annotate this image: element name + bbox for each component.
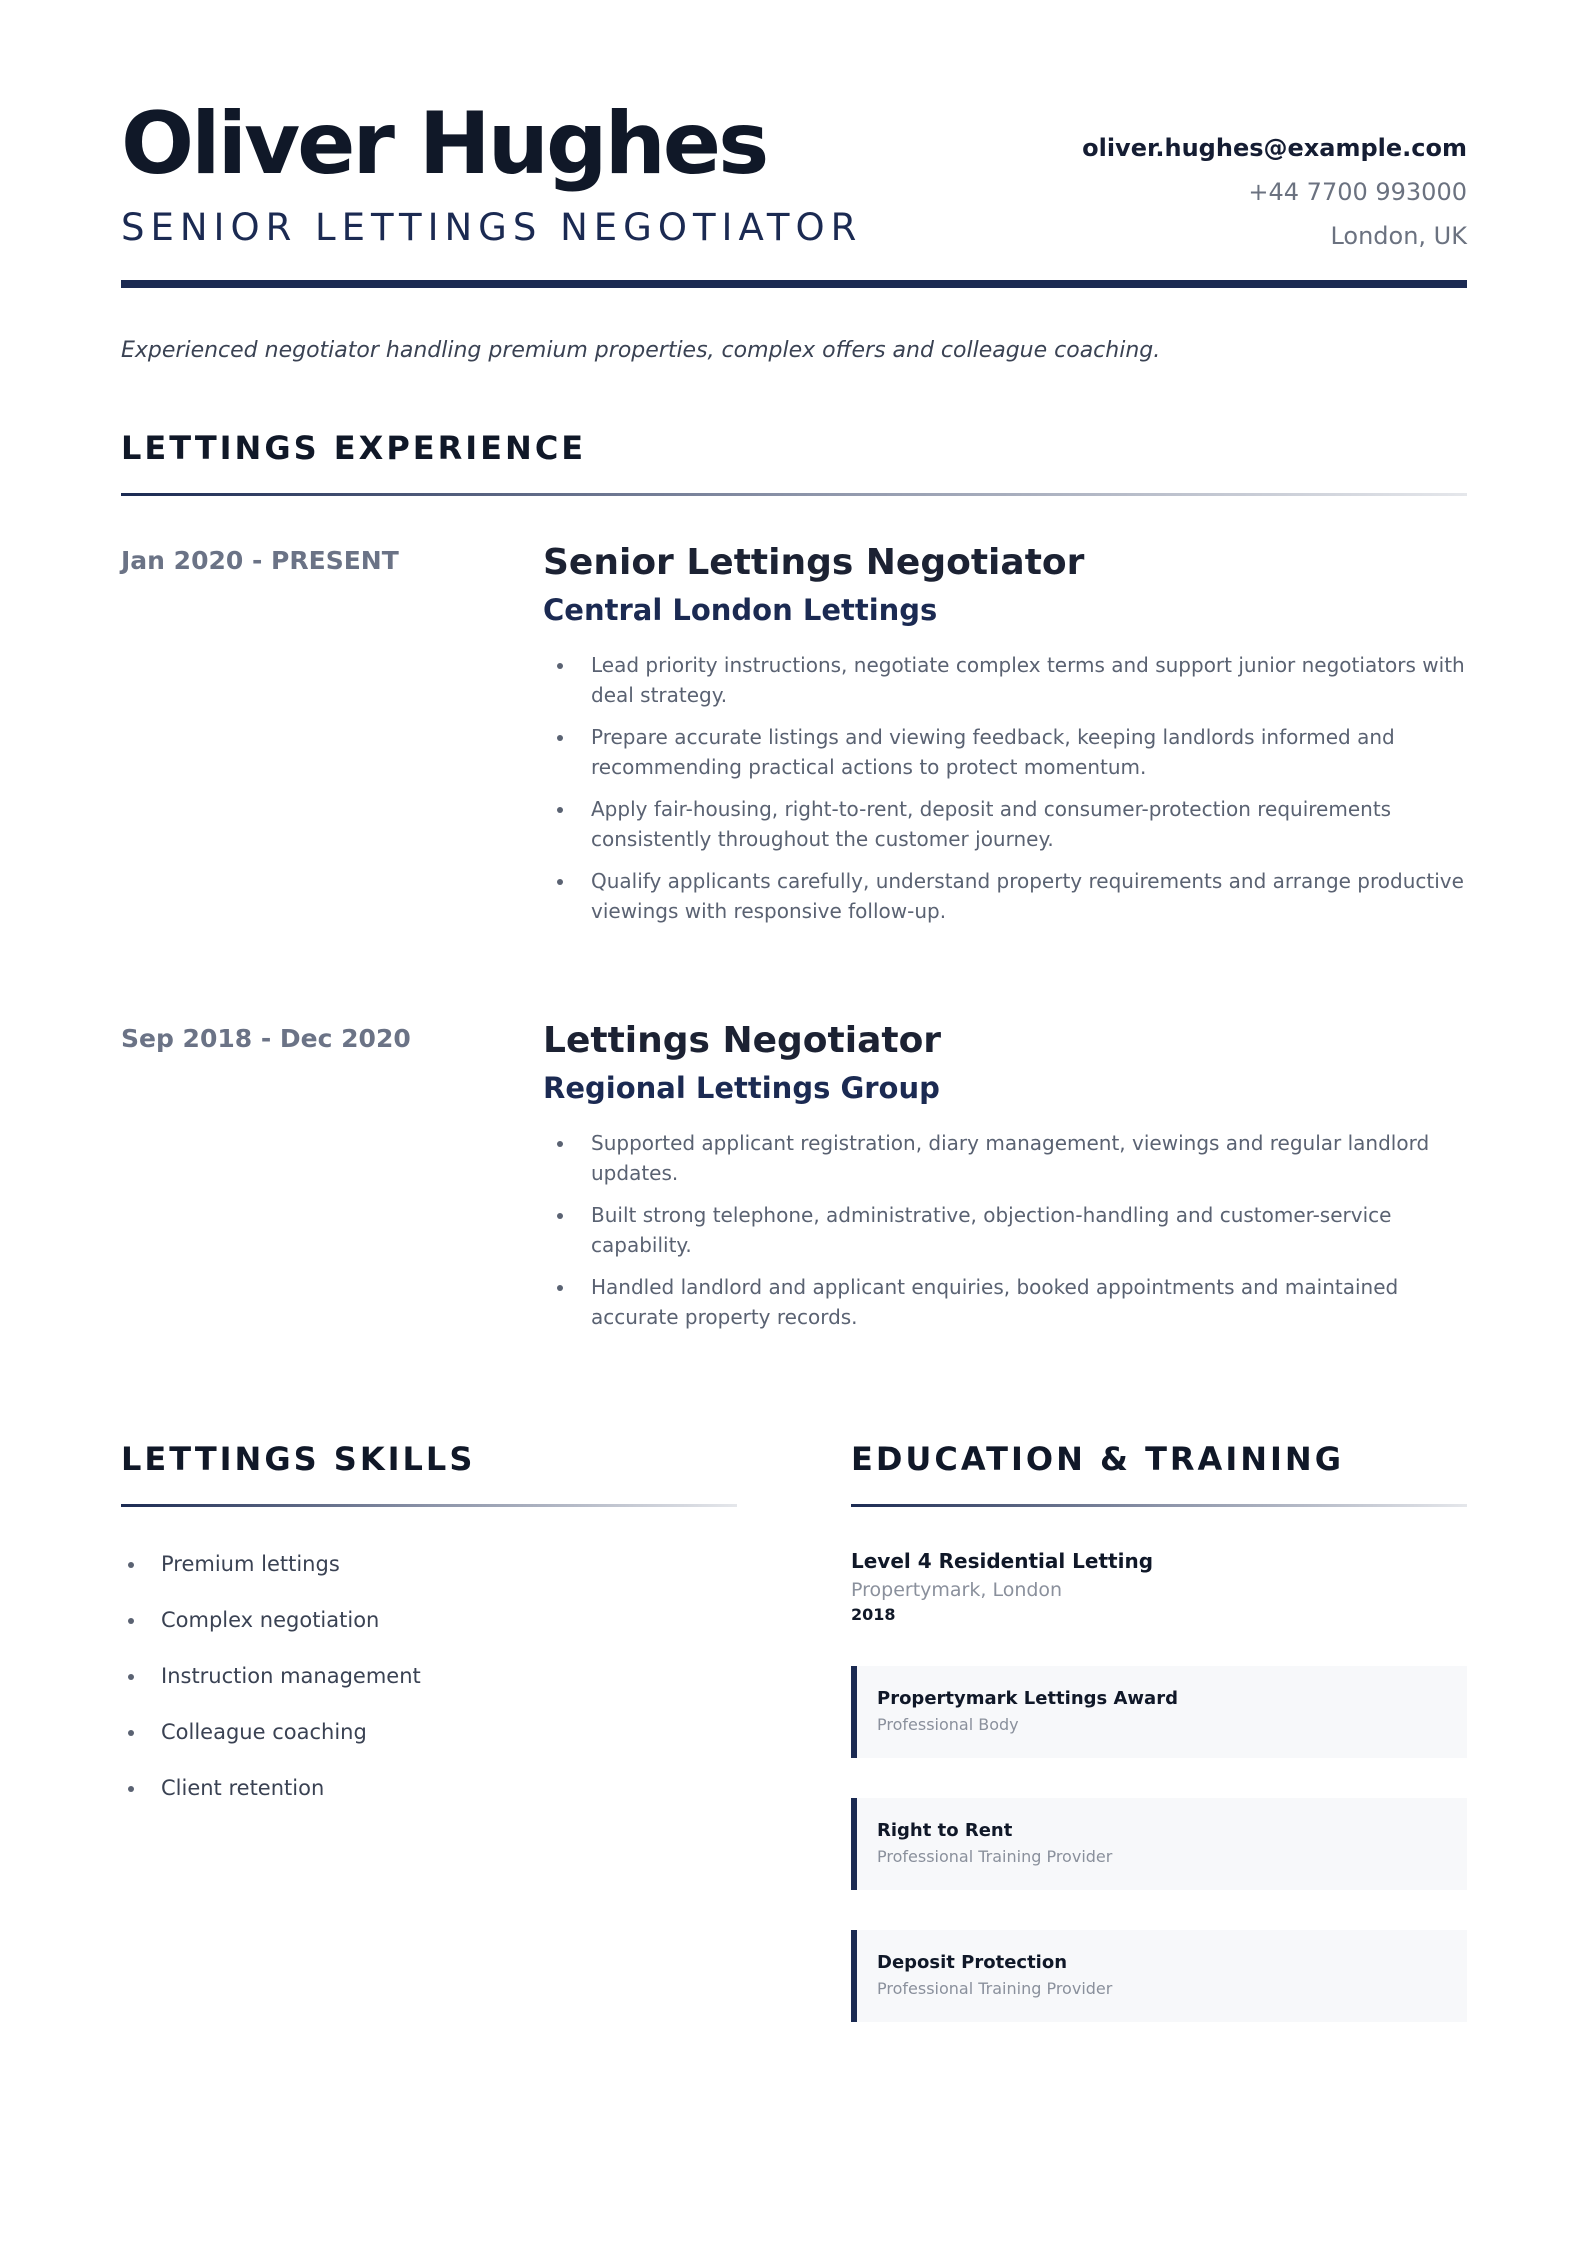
contact-email[interactable]: oliver.hughes@example.com: [1082, 134, 1467, 162]
skill-item: Colleague coaching: [121, 1717, 737, 1747]
resume-header: [121, 0, 1467, 288]
education-entry: [851, 1549, 1467, 1624]
job-entry: [121, 542, 1467, 938]
education-heading: EDUCATION & TRAINING: [851, 1440, 1344, 1478]
job-bullet: Built strong telephone, administrative, objection-handling and customer-service capability.: [543, 1200, 1467, 1260]
qualification-institution: Propertymark, London: [851, 1579, 1063, 1601]
skill-item: Instruction management: [121, 1661, 737, 1691]
certification-card: [851, 1666, 1467, 1758]
contact-block: [1082, 96, 1467, 252]
job-bullet: Handled landlord and applicant enquiries, booked appointments and maintained accurate property records.: [543, 1272, 1467, 1332]
qualification-title: Level 4 Residential Letting: [851, 1549, 1154, 1573]
section-divider: [121, 1504, 737, 1507]
skills-list: [121, 1549, 737, 1803]
certification-provider: Professional Body: [877, 1715, 1019, 1734]
job-bullet: Apply fair-housing, right-to-rent, deposit and consumer-protection requirements consistently throughout the customer journey.: [543, 794, 1467, 854]
candidate-name: Oliver Hughes: [121, 94, 767, 194]
job-bullets: [543, 1128, 1467, 1332]
certification-title: Deposit Protection: [877, 1952, 1068, 1973]
qualification-year: 2018: [851, 1605, 896, 1624]
experience-heading: LETTINGS EXPERIENCE: [121, 429, 587, 467]
profile-summary: Experienced negotiator handling premium properties, complex offers and colleague coaching.: [121, 338, 1161, 363]
certification-title: Right to Rent: [877, 1820, 1013, 1841]
job-dates: Sep 2018 - Dec 2020: [121, 1024, 411, 1053]
job-company: Central London Lettings: [543, 593, 938, 627]
name-block: [121, 96, 862, 249]
job-dates: Jan 2020 - PRESENT: [121, 546, 399, 575]
skill-item: Premium lettings: [121, 1549, 737, 1579]
certification-provider: Professional Training Provider: [877, 1979, 1113, 1998]
certification-title: Propertymark Lettings Award: [877, 1688, 1178, 1709]
bottom-columns: [121, 1440, 1467, 2022]
candidate-role: SENIOR LETTINGS NEGOTIATOR: [121, 206, 863, 249]
job-bullet: Lead priority instructions, negotiate complex terms and support junior negotiators with deal strategy.: [543, 650, 1467, 710]
skills-section: [121, 1440, 737, 2022]
certification-provider: Professional Training Provider: [877, 1847, 1113, 1866]
section-divider: [121, 493, 1467, 496]
job-bullet: Qualify applicants carefully, understand property requirements and arrange productive viewings with responsive follow-up.: [543, 866, 1467, 926]
certification-card: [851, 1798, 1467, 1890]
certification-card: [851, 1930, 1467, 2022]
contact-phone[interactable]: +44 7700 993000: [1248, 178, 1467, 206]
skill-item: Complex negotiation: [121, 1605, 737, 1635]
contact-location: London, UK: [1330, 222, 1467, 250]
section-divider: [851, 1504, 1467, 1507]
job-bullet: Supported applicant registration, diary management, viewings and regular landlord updates.: [543, 1128, 1467, 1188]
education-section: [851, 1440, 1467, 2022]
job-entry: [121, 1020, 1467, 1344]
job-bullets: [543, 650, 1467, 926]
skill-item: Client retention: [121, 1773, 737, 1803]
job-details: [543, 1020, 1467, 1344]
job-title: Lettings Negotiator: [543, 1020, 942, 1061]
job-bullet: Prepare accurate listings and viewing feedback, keeping landlords informed and recommending practical actions to protect momentum.: [543, 722, 1467, 782]
skills-heading: LETTINGS SKILLS: [121, 1440, 476, 1478]
job-details: [543, 542, 1467, 938]
experience-section: [121, 429, 1467, 1344]
job-title: Senior Lettings Negotiator: [543, 542, 1085, 583]
job-company: Regional Lettings Group: [543, 1071, 940, 1105]
